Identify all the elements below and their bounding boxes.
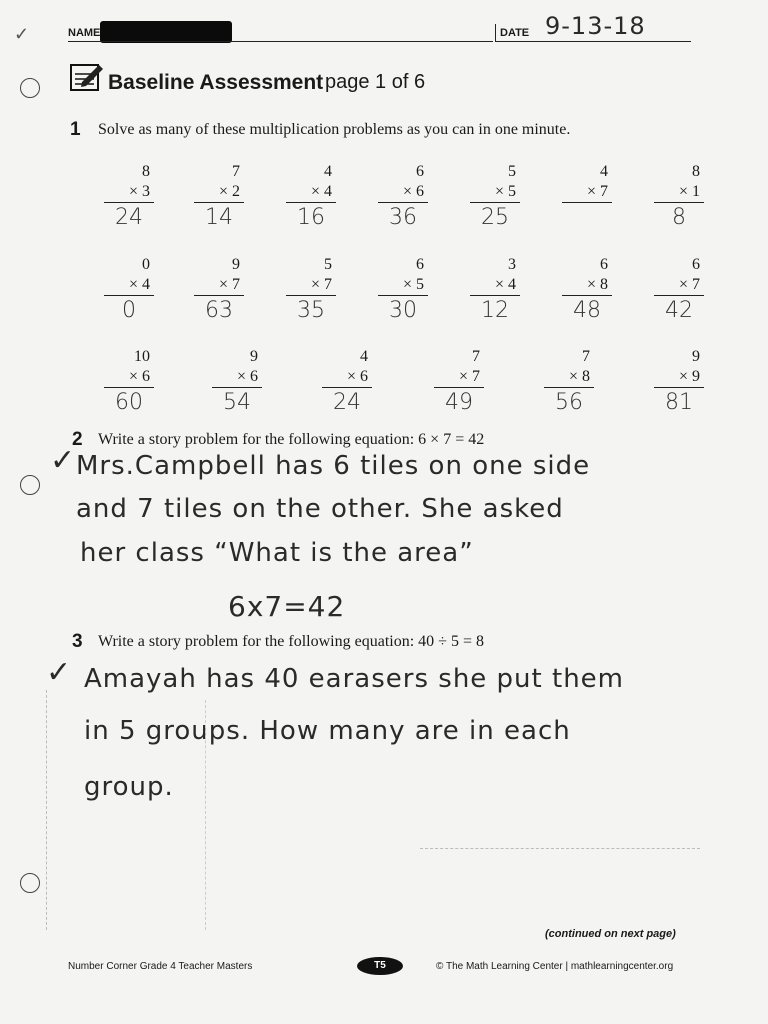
multiplicand: 10 <box>134 348 150 365</box>
date-value: 9-13-18 <box>545 12 646 40</box>
multiplication-problem <box>104 255 154 326</box>
multiplication-problem <box>654 162 704 233</box>
multiplication-problem <box>544 347 594 418</box>
multiplier: × 9 <box>654 367 704 388</box>
scan-line-left <box>46 690 47 930</box>
q1-prompt: Solve as many of these multiplication problems as you can in one minute. <box>98 121 571 138</box>
multiplier: × 8 <box>544 367 594 388</box>
multiplication-problem <box>470 162 520 233</box>
handwritten-answer: 24 <box>115 205 143 230</box>
multiplier: × 6 <box>104 367 154 388</box>
handwritten-answer: 81 <box>665 390 693 415</box>
multiplicand: 9 <box>232 256 240 273</box>
multiplier: × 4 <box>104 275 154 296</box>
handwritten-answer: 8 <box>672 205 686 230</box>
multiplier: × 8 <box>562 275 612 296</box>
multiplier: × 2 <box>194 182 244 203</box>
footer-left: Number Corner Grade 4 Teacher Masters <box>68 961 253 972</box>
name-rule <box>68 41 493 42</box>
handwritten-answer: 25 <box>481 205 509 230</box>
multiplier: × 5 <box>470 182 520 203</box>
handwritten-answer: 35 <box>297 298 325 323</box>
multiplier: × 7 <box>434 367 484 388</box>
multiplicand: 8 <box>692 163 700 180</box>
multiplication-problem <box>286 255 336 326</box>
multiplicand: 6 <box>692 256 700 273</box>
multiplier: × 3 <box>104 182 154 203</box>
handwritten-answer: 42 <box>665 298 693 323</box>
q3-answer-line-1: Amayah has 40 earasers she put them <box>84 664 624 694</box>
page-number-badge: T5 <box>357 957 403 975</box>
multiplicand: 9 <box>692 348 700 365</box>
multiplier: × 6 <box>322 367 372 388</box>
q3-answer-line-3: group. <box>84 772 174 802</box>
multiplicand: 4 <box>324 163 332 180</box>
q1-number: 1 <box>70 119 81 140</box>
q2-number: 2 <box>72 429 83 450</box>
name-label: NAME <box>68 27 101 39</box>
multiplication-problem <box>654 255 704 326</box>
multiplicand: 4 <box>600 163 608 180</box>
multiplicand: 3 <box>508 256 516 273</box>
multiplier: × 1 <box>654 182 704 203</box>
multiplication-problem <box>378 255 428 326</box>
multiplier: × 7 <box>194 275 244 296</box>
q3-prompt: Write a story problem for the following equation: 40 ÷ 5 = 8 <box>98 633 484 650</box>
multiplication-problem <box>470 255 520 326</box>
check-mark-q3: ✓ <box>46 655 73 690</box>
multiplication-problem <box>194 162 244 233</box>
multiplier: × 7 <box>286 275 336 296</box>
handwritten-answer: 63 <box>205 298 233 323</box>
multiplication-problem <box>286 162 336 233</box>
multiplication-problem <box>434 347 484 418</box>
multiplication-problem <box>562 162 612 233</box>
pencil-icon <box>70 62 104 92</box>
multiplicand: 7 <box>472 348 480 365</box>
page-subtitle: page 1 of 6 <box>325 71 426 93</box>
date-divider <box>495 24 496 42</box>
multiplication-problem <box>562 255 612 326</box>
multiplication-problem <box>378 162 428 233</box>
handwritten-answer: 54 <box>223 390 251 415</box>
handwritten-answer: 24 <box>333 390 361 415</box>
multiplicand: 7 <box>232 163 240 180</box>
handwritten-answer <box>562 203 612 233</box>
handwritten-answer: 56 <box>555 390 583 415</box>
q2-prompt: Write a story problem for the following equation: 6 × 7 = 42 <box>98 431 485 448</box>
continued-note: (continued on next page) <box>545 928 676 940</box>
multiplication-problem <box>194 255 244 326</box>
multiplicand: 9 <box>250 348 258 365</box>
multiplicand: 0 <box>142 256 150 273</box>
hole-punch-mid <box>20 475 40 495</box>
multiplicand: 6 <box>416 256 424 273</box>
multiplier: × 6 <box>212 367 262 388</box>
date-label: DATE <box>500 27 530 39</box>
multiplier: × 6 <box>378 182 428 203</box>
scan-line-mid <box>205 700 206 930</box>
footer-right: © The Math Learning Center | mathlearningcenter.org <box>436 961 674 972</box>
scan-line-horizontal <box>420 848 700 849</box>
q2-answer-line-2: and 7 tiles on the other. She asked <box>76 494 564 524</box>
multiplier: × 5 <box>378 275 428 296</box>
multiplicand: 8 <box>142 163 150 180</box>
check-mark-q2: ✓ <box>50 443 77 478</box>
handwritten-answer: 60 <box>115 390 143 415</box>
multiplicand: 6 <box>416 163 424 180</box>
handwritten-answer: 49 <box>445 390 473 415</box>
multiplicand: 5 <box>324 256 332 273</box>
handwritten-answer: 48 <box>573 298 601 323</box>
multiplier: × 7 <box>562 182 612 203</box>
multiplicand: 7 <box>582 348 590 365</box>
multiplicand: 6 <box>600 256 608 273</box>
multiplier: × 7 <box>654 275 704 296</box>
multiplication-problem <box>212 347 262 418</box>
q2-equation: 6x7=42 <box>228 590 346 623</box>
handwritten-answer: 30 <box>389 298 417 323</box>
multiplication-problem <box>654 347 704 418</box>
handwritten-answer: 36 <box>389 205 417 230</box>
q3-answer-line-2: in 5 groups. How many are in each <box>84 716 571 746</box>
multiplier: × 4 <box>470 275 520 296</box>
handwritten-answer: 14 <box>205 205 233 230</box>
handwritten-answer: 16 <box>297 205 325 230</box>
date-rule <box>495 41 691 42</box>
q2-answer-line-3: her class “What is the area” <box>80 538 474 568</box>
hole-punch-top <box>20 78 40 98</box>
margin-mark-top: ✓ <box>14 24 30 44</box>
hole-punch-bottom <box>20 873 40 893</box>
q2-answer-line-1: Mrs.Campbell has 6 tiles on one side <box>76 451 591 481</box>
multiplier: × 4 <box>286 182 336 203</box>
multiplication-problem <box>104 347 154 418</box>
multiplication-problem <box>322 347 372 418</box>
handwritten-answer: 0 <box>122 298 136 323</box>
multiplicand: 4 <box>360 348 368 365</box>
multiplicand: 5 <box>508 163 516 180</box>
page-title: Baseline Assessment <box>108 71 324 94</box>
name-redaction <box>100 21 232 43</box>
q3-number: 3 <box>72 631 83 652</box>
multiplication-problem <box>104 162 154 233</box>
handwritten-answer: 12 <box>481 298 509 323</box>
